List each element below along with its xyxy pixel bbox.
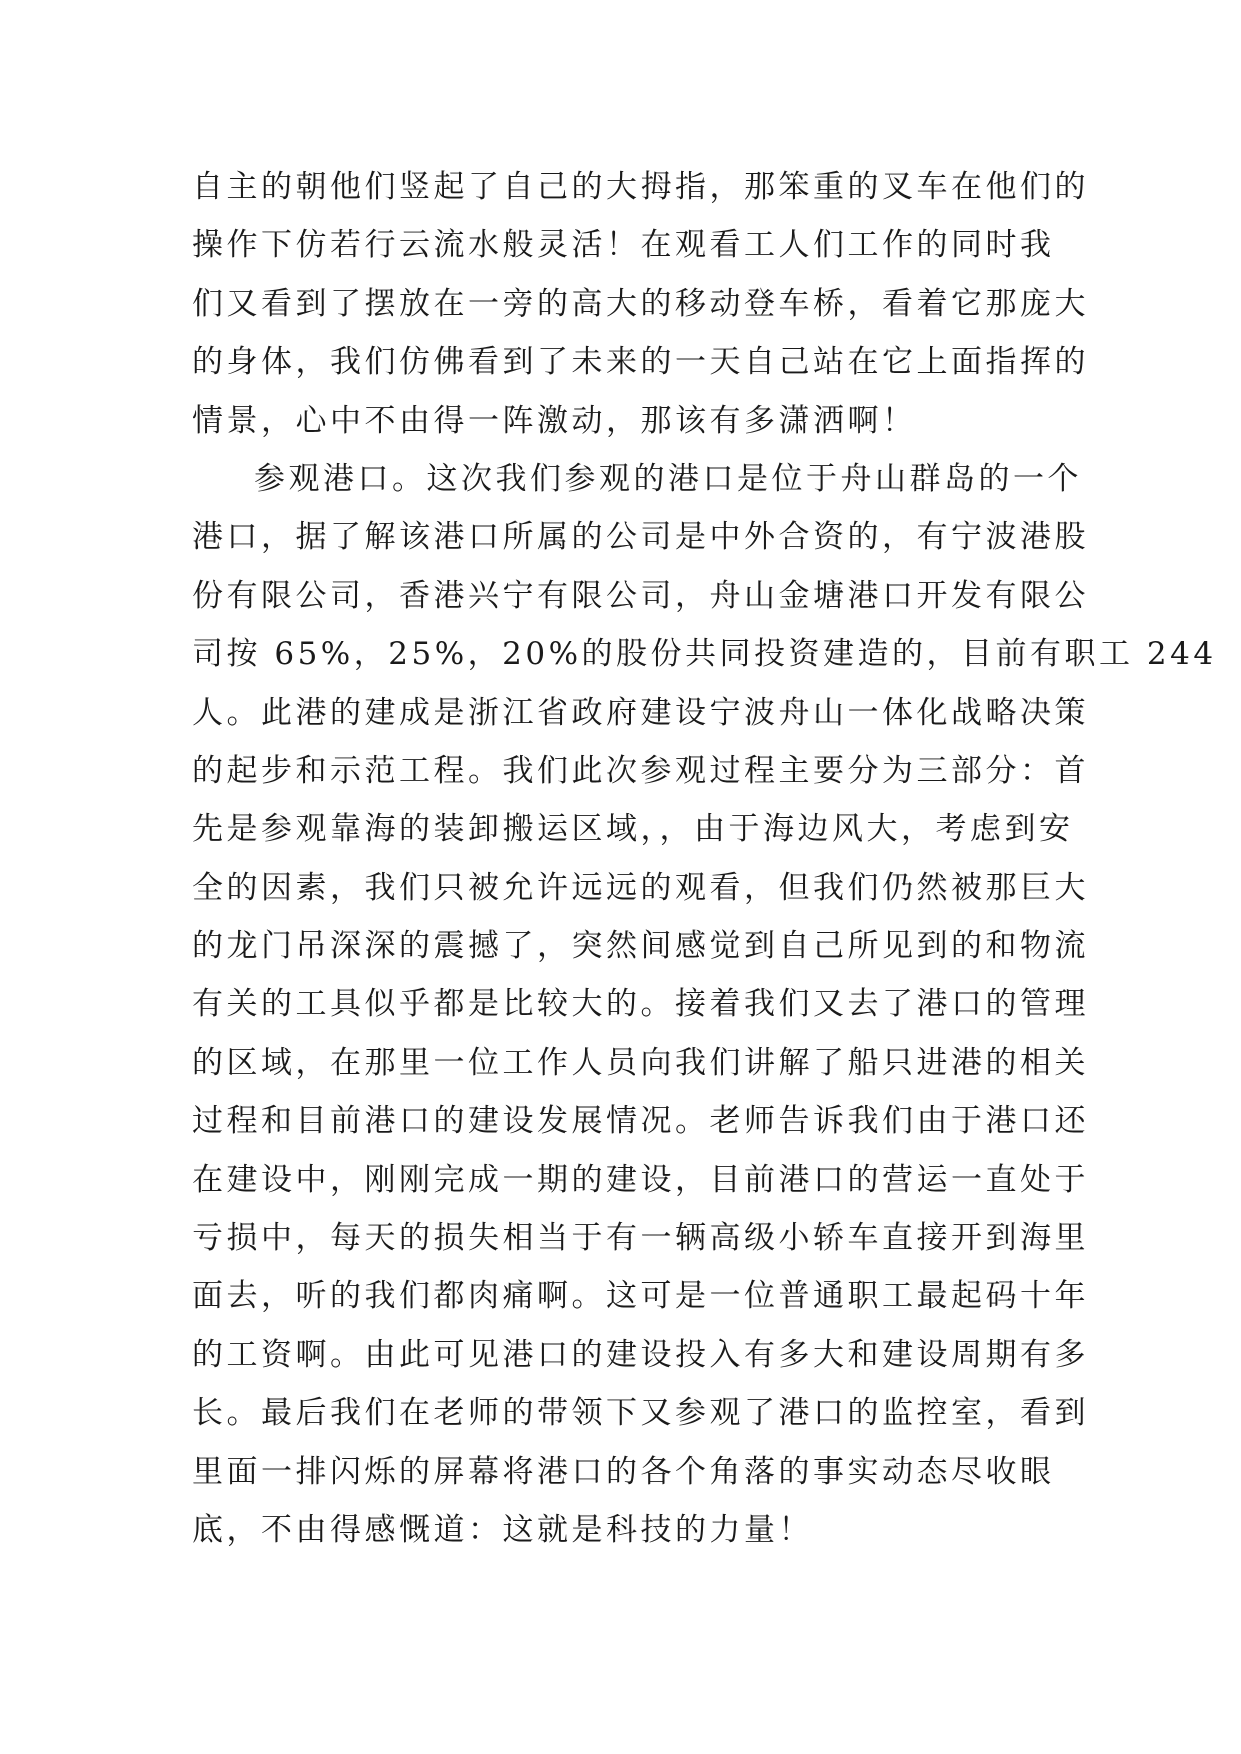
text-line: 的龙门吊深深的震撼了，突然间感觉到自己所见到的和物流 <box>192 928 1089 965</box>
text-line: 先是参观靠海的装卸搬运区域，，由于海边风大，考虑到安 <box>192 811 1074 848</box>
text-line: 自主的朝他们竖起了自己的大拇指，那笨重的叉车在他们的 <box>192 169 1089 205</box>
text-line: 的工资啊。由此可见港口的建设投入有多大和建设周期有多 <box>192 1336 1089 1373</box>
text-line: 全的因素，我们只被允许远远的观看，但我们仍然被那巨大 <box>192 869 1089 906</box>
text-line: 的起步和示范工程。我们此次参观过程主要分为三部分：首 <box>192 752 1089 789</box>
text-line: 人。此港的建成是浙江省政府建设宁波舟山一体化战略决策 <box>192 694 1089 731</box>
text-line: 份有限公司，香港兴宁有限公司，舟山金塘港口开发有限公 <box>192 577 1089 614</box>
text-line: 们又看到了摆放在一旁的高大的移动登车桥，看着它那庞大 <box>192 285 1089 322</box>
text-line: 面去，听的我们都肉痛啊。这可是一位普通职工最起码十年 <box>192 1278 1089 1315</box>
text-line: 司按 65%，25%，20%的股份共同投资建造的，目前有职工 244 <box>192 636 1217 673</box>
text-line: 里面一排闪烁的屏幕将港口的各个角落的事实动态尽收眼 <box>192 1453 1055 1490</box>
text-line: 的区域，在那里一位工作人员向我们讲解了船只进港的相关 <box>192 1044 1089 1081</box>
text-line: 港口，据了解该港口所属的公司是中外合资的，有宁波港股 <box>192 519 1089 556</box>
text-line: 长。最后我们在老师的带领下又参观了港口的监控室，看到 <box>192 1395 1089 1432</box>
text-line: 有关的工具似乎都是比较大的。接着我们又去了港口的管理 <box>192 986 1089 1023</box>
body-text <box>192 158 1217 1559</box>
paragraph-end-line: 情景，心中不由得一阵激动，那该有多潇洒啊！ <box>192 402 917 439</box>
paragraph-start-line: 参观港口。这次我们参观的港口是位于舟山群岛的一个 <box>254 460 1082 497</box>
text-line: 在建设中，刚刚完成一期的建设，目前港口的营运一直处于 <box>192 1161 1089 1198</box>
text-line: 操作下仿若行云流水般灵活！在观看工人们工作的同时我 <box>192 227 1055 264</box>
paragraph-end-line: 底，不由得感慨道：这就是科技的力量！ <box>192 1511 813 1548</box>
text-line: 过程和目前港口的建设发展情况。老师告诉我们由于港口还 <box>192 1103 1089 1140</box>
text-line: 的身体，我们仿佛看到了未来的一天自己站在它上面指挥的 <box>192 344 1089 381</box>
text-line: 亏损中，每天的损失相当于有一辆高级小轿车直接开到海里 <box>192 1220 1089 1257</box>
